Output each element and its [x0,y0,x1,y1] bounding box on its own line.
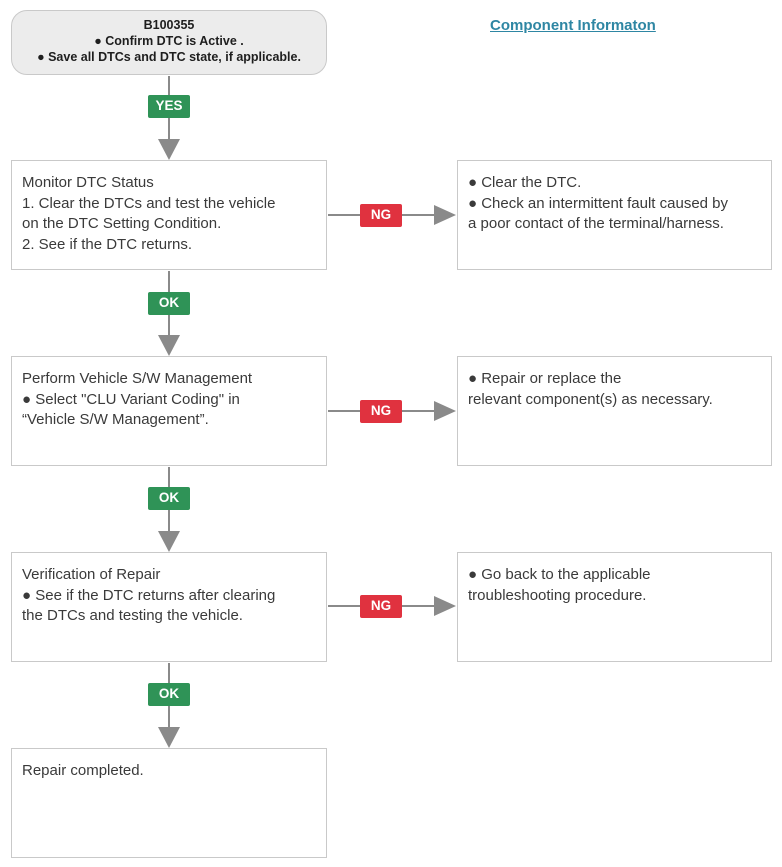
ng-badge: NG [360,400,402,423]
ng-action-2 [457,356,772,466]
step-text: 1. Clear the DTCs and test the vehicle [22,194,276,212]
yes-badge: YES [148,95,190,118]
ok-badge: OK [148,487,190,510]
ng-action-text: ● Clear the DTC. [468,174,582,191]
arrow-down-icon [158,727,180,748]
step-text: 2. See if the DTC returns. [22,235,193,253]
ng-action-3 [457,552,772,662]
step-text: “Vehicle S/W Management”. [22,411,209,428]
dtc-code: B100355 [143,18,195,32]
start-node [11,10,327,75]
ng-action-text: ● Check an intermittent fault caused by [468,194,729,212]
step-monitor-dtc-status [11,160,327,270]
arrow-down-icon [158,531,180,552]
start-instruction-1: ● Confirm DTC is Active . [94,34,244,48]
ng-action-text: ● Repair or replace the [468,370,622,387]
arrow-down-icon [158,335,180,356]
step-verification-of-repair [11,552,327,662]
ng-action-text: relevant component(s) as necessary. [468,390,713,408]
ng-action-1 [457,160,772,270]
ok-badge: OK [148,292,190,315]
step-title: Perform Vehicle S/W Management [22,370,253,387]
arrow-right-icon [434,596,456,616]
component-information-link[interactable]: Component Informaton [490,17,656,34]
ng-action-text: ● Go back to the applicable [468,566,651,583]
step-vehicle-sw-management [11,356,327,466]
ng-action-text: a poor contact of the terminal/harness. [468,215,724,232]
ok-badge: OK [148,683,190,706]
ng-badge: NG [360,595,402,618]
final-text: Repair completed. [22,762,144,779]
step-text: ● Select "CLU Variant Coding" in [22,390,240,408]
arrow-right-icon [434,205,456,225]
step-title: Verification of Repair [22,566,161,583]
step-repair-completed [11,748,327,858]
arrow-right-icon [434,401,456,421]
step-text: the DTCs and testing the vehicle. [22,607,243,624]
arrow-down-icon [158,139,180,160]
start-instruction-2: ● Save all DTCs and DTC state, if applicable. [37,50,301,64]
step-text: ● See if the DTC returns after clearing [22,586,276,604]
step-title: Monitor DTC Status [22,174,154,191]
ng-action-text: troubleshooting procedure. [468,586,647,604]
step-text: on the DTC Setting Condition. [22,215,222,232]
ng-badge: NG [360,204,402,227]
